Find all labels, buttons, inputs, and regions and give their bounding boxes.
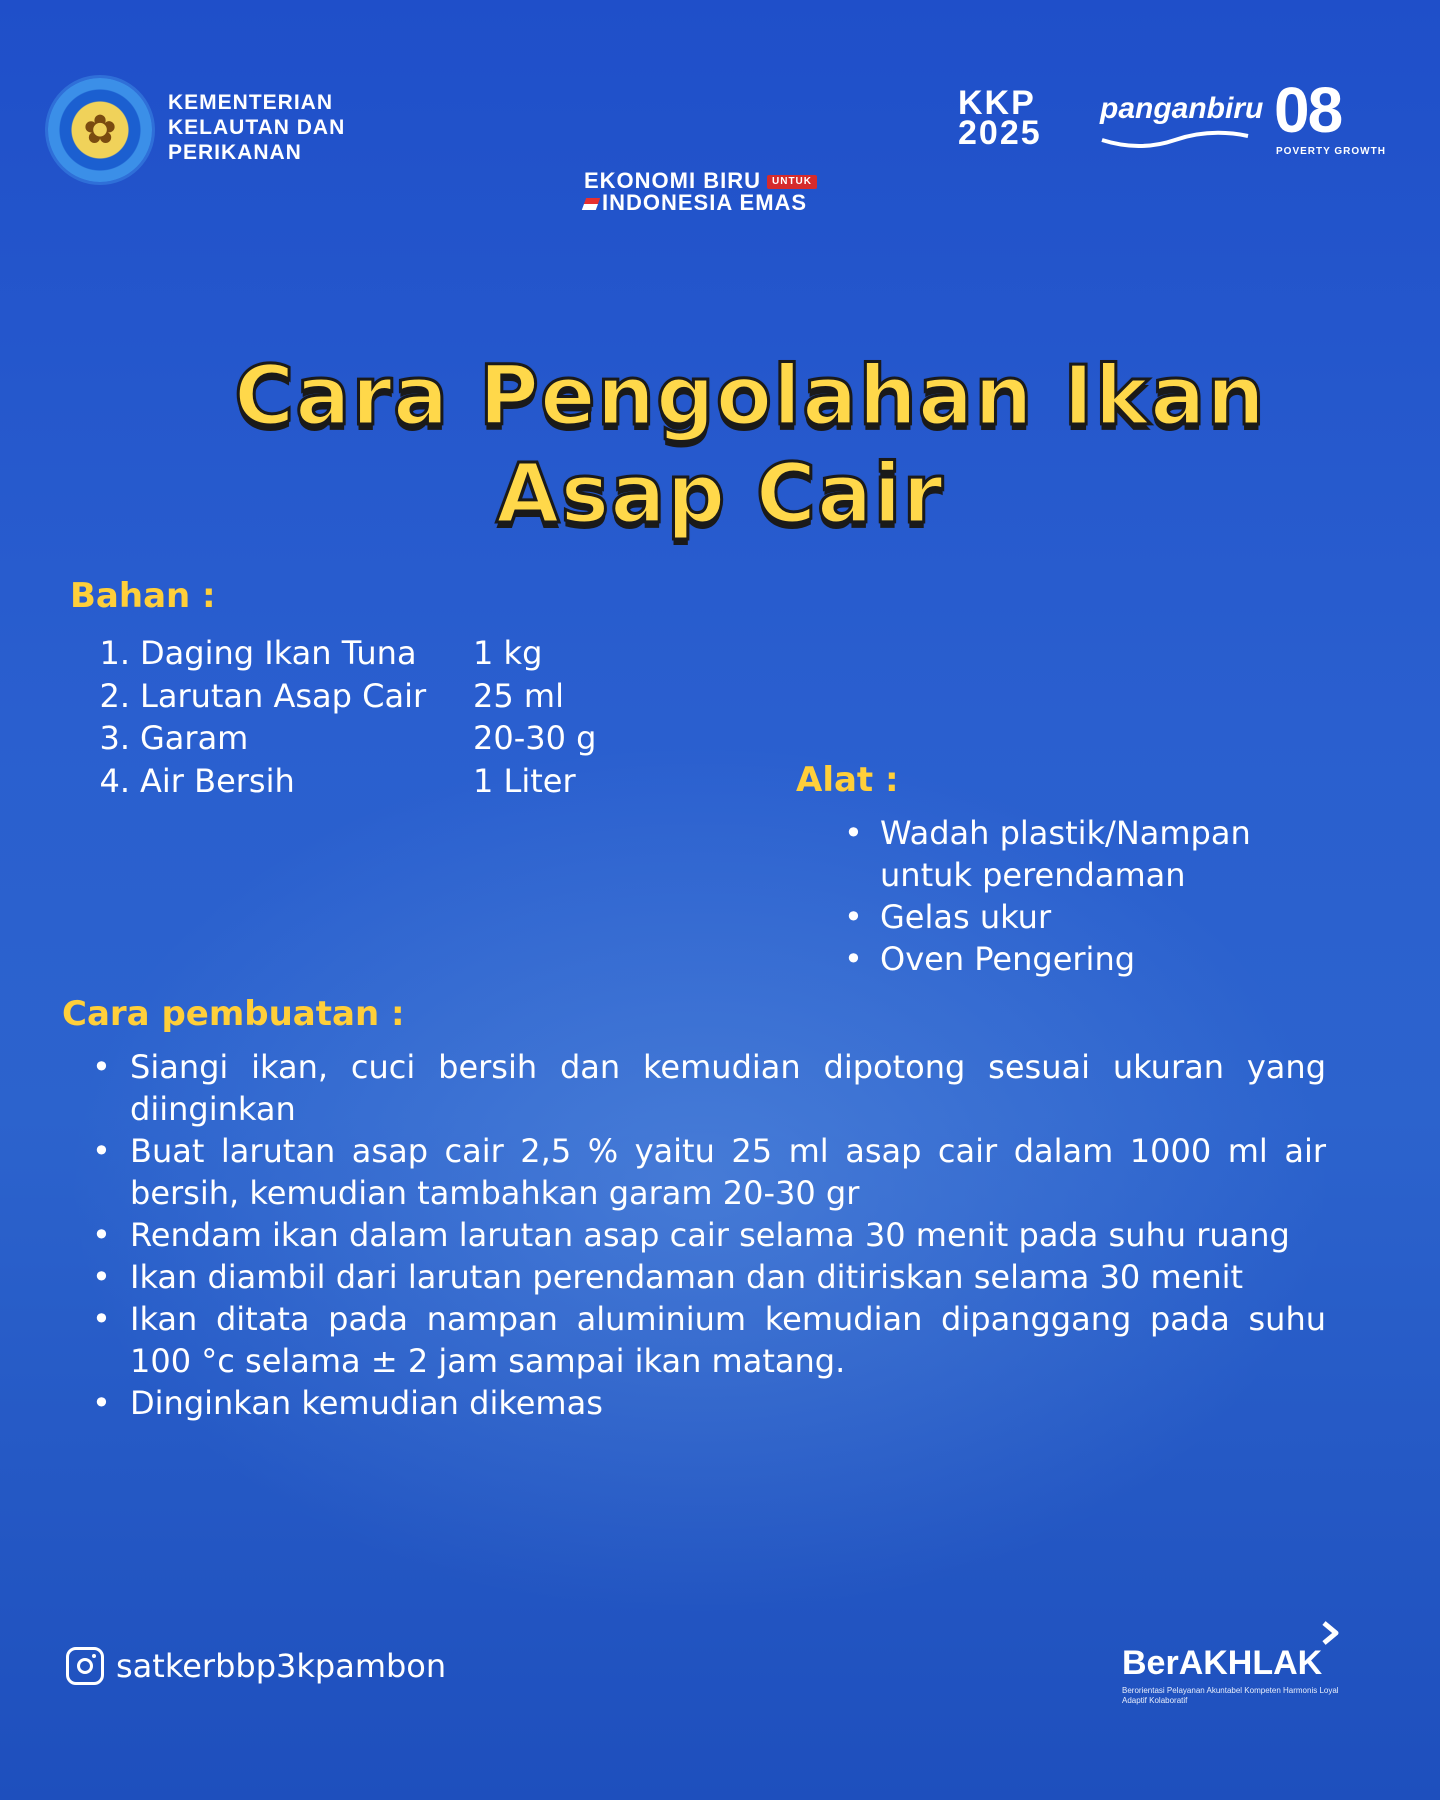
kkp-logo-text: KKP — [958, 84, 1036, 122]
wave-icon — [1100, 130, 1250, 148]
alat-list — [844, 812, 1344, 980]
list-item: • Wadah plastik/Nampan untuk perendaman — [844, 812, 1344, 896]
ministry-name — [168, 90, 345, 165]
page-title-line2: Asap Cair — [496, 447, 944, 542]
o8-number: 08 — [1274, 74, 1342, 146]
chevron-right-icon — [1318, 1620, 1344, 1646]
item-quantity: 25 ml — [473, 676, 564, 715]
kkp-logo-year: 2025 — [958, 114, 1042, 152]
item-name: Larutan Asap Cair — [140, 676, 427, 715]
ekonomi-untuk-badge: UNTUK — [767, 175, 817, 189]
ministry-line: KEMENTERIAN — [168, 91, 334, 114]
list-item: • Ikan diambil dari larutan perendaman dan ditiriskan selama 30 menit — [92, 1256, 1326, 1298]
garuda-emblem-icon: ✿ — [83, 107, 117, 153]
page-title-line1: Cara Pengolahan Ikan — [234, 349, 1266, 444]
cara-heading: Cara pembuatan : — [62, 994, 405, 1034]
panganbiru-logo: panganbiru — [1100, 92, 1264, 125]
item-number: 3. — [99, 719, 130, 757]
berakhlak-tagline: Berorientasi Pelayanan Akuntabel Kompeten Harmonis Loyal Adaptif Kolaboratif — [1122, 1686, 1339, 1705]
item-name: Air Bersih — [140, 761, 295, 800]
ekonomi-biru-logo — [584, 170, 817, 214]
list-item: • Rendam ikan dalam larutan asap cair selama 30 menit pada suhu ruang — [92, 1214, 1326, 1256]
flag-icon — [582, 198, 600, 210]
ministry-line: KELAUTAN DAN — [168, 116, 346, 139]
instagram-icon — [66, 1647, 104, 1685]
item-quantity: 20-30 g — [473, 719, 597, 757]
ekonomi-line2: INDONESIA EMAS — [602, 190, 808, 215]
list-item: • Siangi ikan, cuci bersih dan kemudian dipotong sesuai ukuran yang diinginkan — [92, 1046, 1326, 1130]
berakhlak-logo: BerAKHLAK — [1122, 1644, 1323, 1682]
item-number: 1. — [99, 634, 130, 672]
list-item: • Ikan ditata pada nampan aluminium kemudian dipanggang pada suhu 100 °c selama ± 2 jam sampai ikan matang. — [92, 1298, 1326, 1382]
cara-list — [92, 1046, 1326, 1424]
item-number: 2. — [99, 676, 130, 715]
o8-caption: POVERTY GROWTH — [1276, 146, 1386, 157]
kkp-2025-logo — [958, 84, 1078, 154]
alat-heading: Alat : — [796, 760, 899, 800]
list-item: • Buat larutan asap cair 2,5 % yaitu 25 ml asap cair dalam 1000 ml air bersih, kemudian tambahkan garam 20-30 gr — [92, 1130, 1326, 1214]
item-quantity: 1 Liter — [473, 761, 576, 800]
bahan-heading: Bahan : — [70, 576, 216, 616]
ministry-line: PERIKANAN — [168, 141, 302, 164]
ministry-emblem-icon — [48, 78, 152, 182]
item-quantity: 1 kg — [473, 634, 543, 672]
list-item: • Dinginkan kemudian dikemas — [92, 1382, 1326, 1424]
item-name: Daging Ikan Tuna — [140, 634, 417, 672]
zero-eight-logo — [1274, 74, 1386, 160]
item-name: Garam — [140, 719, 249, 757]
instagram-handle[interactable]: satkerbbp3kpambon — [116, 1647, 447, 1685]
item-number: 4. — [99, 761, 130, 800]
ekonomi-line1: EKONOMI BIRU — [584, 168, 761, 193]
list-item: • Gelas ukur — [844, 896, 1344, 938]
list-item: • Oven Pengering — [844, 938, 1344, 980]
